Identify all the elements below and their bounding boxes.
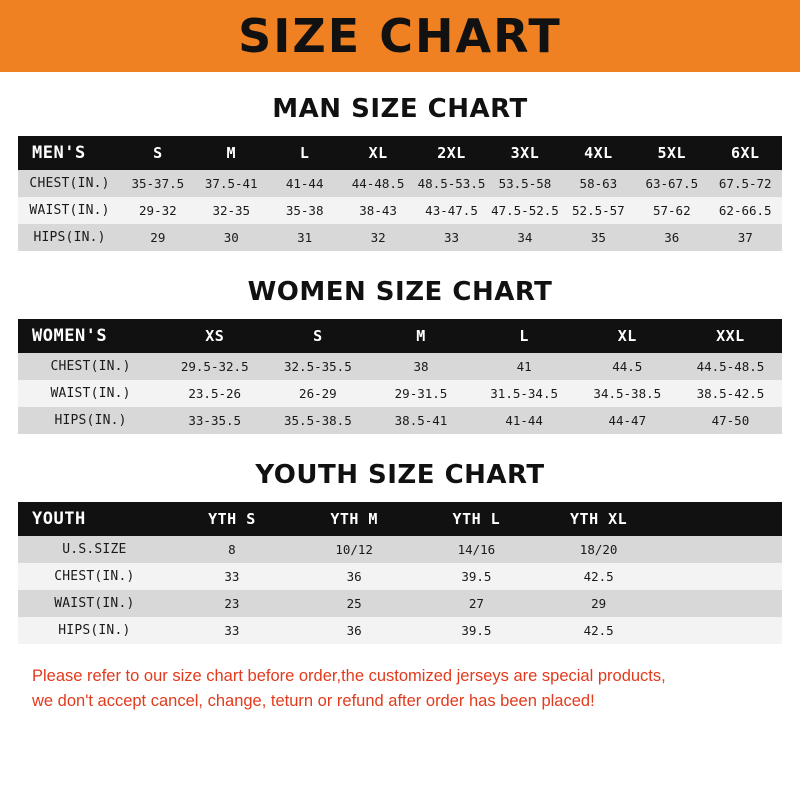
cell: 38.5-41 — [369, 407, 472, 434]
row-label-chest: CHEST(IN.) — [18, 353, 163, 380]
row-label-us-size: U.S.SIZE — [18, 536, 171, 563]
cell: 38.5-42.5 — [679, 380, 782, 407]
cell: 29 — [121, 224, 194, 251]
cell: 29-32 — [121, 197, 194, 224]
table-row — [18, 563, 782, 590]
header-cell-m: M — [369, 319, 472, 353]
header-cell-2xl: 2XL — [415, 136, 488, 170]
cell — [660, 617, 721, 644]
table-row — [18, 590, 782, 617]
header-cell-yth-xl: YTH XL — [538, 502, 660, 536]
footnote-line-2: we don't accept cancel, change, teturn or refund after order has been placed! — [32, 692, 595, 710]
cell: 43-47.5 — [415, 197, 488, 224]
row-label-waist: WAIST(IN.) — [18, 380, 163, 407]
cell: 31.5-34.5 — [473, 380, 576, 407]
row-label-hips: HIPS(IN.) — [18, 224, 121, 251]
youth-size-table — [18, 502, 782, 644]
cell: 29 — [538, 590, 660, 617]
cell: 62-66.5 — [709, 197, 783, 224]
cell: 35-37.5 — [121, 170, 194, 197]
cell: 41 — [473, 353, 576, 380]
cell: 57-62 — [635, 197, 708, 224]
cell: 33 — [171, 563, 293, 590]
cell: 33 — [415, 224, 488, 251]
cell: 41-44 — [268, 170, 341, 197]
cell: 18/20 — [538, 536, 660, 563]
table-header-row — [18, 319, 782, 353]
header-cell-empty-1 — [660, 502, 721, 536]
header-cell-xl: XL — [341, 136, 414, 170]
cell: 63-67.5 — [635, 170, 708, 197]
table-header-row — [18, 502, 782, 536]
cell: 37.5-41 — [195, 170, 268, 197]
table-row — [18, 536, 782, 563]
cell: 33-35.5 — [163, 407, 266, 434]
page-title: SIZE CHART — [238, 9, 562, 63]
row-label-chest: CHEST(IN.) — [18, 563, 171, 590]
cell — [721, 536, 782, 563]
cell: 23 — [171, 590, 293, 617]
table-row — [18, 380, 782, 407]
header-cell-s: S — [121, 136, 194, 170]
cell: 53.5-58 — [488, 170, 561, 197]
cell: 39.5 — [415, 617, 537, 644]
cell: 36 — [635, 224, 708, 251]
row-label-waist: WAIST(IN.) — [18, 590, 171, 617]
header-cell-m: M — [195, 136, 268, 170]
cell: 47-50 — [679, 407, 782, 434]
table-row — [18, 617, 782, 644]
cell: 25 — [293, 590, 415, 617]
cell: 58-63 — [562, 170, 635, 197]
table-row — [18, 197, 782, 224]
cell: 23.5-26 — [163, 380, 266, 407]
cell: 34 — [488, 224, 561, 251]
cell: 52.5-57 — [562, 197, 635, 224]
footnote — [32, 664, 768, 714]
cell: 32 — [341, 224, 414, 251]
header-cell-yth-m: YTH M — [293, 502, 415, 536]
cell: 35-38 — [268, 197, 341, 224]
cell: 47.5-52.5 — [488, 197, 561, 224]
cell: 14/16 — [415, 536, 537, 563]
cell: 35 — [562, 224, 635, 251]
cell — [660, 563, 721, 590]
row-label-hips: HIPS(IN.) — [18, 617, 171, 644]
header-cell-5xl: 5XL — [635, 136, 708, 170]
cell: 44-47 — [576, 407, 679, 434]
header-cell-s: S — [266, 319, 369, 353]
cell: 38 — [369, 353, 472, 380]
header-cell-label: MEN'S — [18, 136, 121, 170]
cell: 48.5-53.5 — [415, 170, 488, 197]
header-cell-4xl: 4XL — [562, 136, 635, 170]
table-row — [18, 353, 782, 380]
cell: 32-35 — [195, 197, 268, 224]
cell: 34.5-38.5 — [576, 380, 679, 407]
header-cell-label: YOUTH — [18, 502, 171, 536]
header-cell-l: L — [268, 136, 341, 170]
header-cell-yth-s: YTH S — [171, 502, 293, 536]
table-row — [18, 224, 782, 251]
header-cell-label: WOMEN'S — [18, 319, 163, 353]
cell: 31 — [268, 224, 341, 251]
cell: 44.5-48.5 — [679, 353, 782, 380]
header-cell-6xl: 6XL — [709, 136, 783, 170]
cell: 67.5-72 — [709, 170, 783, 197]
cell: 39.5 — [415, 563, 537, 590]
cell: 27 — [415, 590, 537, 617]
header-cell-xxl: XXL — [679, 319, 782, 353]
header-cell-3xl: 3XL — [488, 136, 561, 170]
table-row — [18, 170, 782, 197]
cell: 29.5-32.5 — [163, 353, 266, 380]
cell: 42.5 — [538, 617, 660, 644]
cell — [660, 590, 721, 617]
cell: 38-43 — [341, 197, 414, 224]
cell: 26-29 — [266, 380, 369, 407]
cell: 35.5-38.5 — [266, 407, 369, 434]
cell — [660, 536, 721, 563]
header-cell-xs: XS — [163, 319, 266, 353]
footnote-line-1: Please refer to our size chart before order,the customized jerseys are special products, — [32, 667, 666, 685]
cell: 42.5 — [538, 563, 660, 590]
cell: 44-48.5 — [341, 170, 414, 197]
cell: 32.5-35.5 — [266, 353, 369, 380]
section-title-man: MAN SIZE CHART — [272, 94, 528, 124]
row-label-chest: CHEST(IN.) — [18, 170, 121, 197]
cell: 41-44 — [473, 407, 576, 434]
cell: 44.5 — [576, 353, 679, 380]
content-area — [0, 94, 800, 714]
section-title-youth: YOUTH SIZE CHART — [255, 460, 545, 490]
cell: 10/12 — [293, 536, 415, 563]
header-cell-l: L — [473, 319, 576, 353]
women-size-table — [18, 319, 782, 434]
header-cell-yth-l: YTH L — [415, 502, 537, 536]
table-header-row — [18, 136, 782, 170]
men-size-table — [18, 136, 782, 251]
section-title-women: WOMEN SIZE CHART — [247, 277, 553, 307]
row-label-hips: HIPS(IN.) — [18, 407, 163, 434]
cell — [721, 563, 782, 590]
cell: 8 — [171, 536, 293, 563]
header-cell-empty-2 — [721, 502, 782, 536]
cell: 33 — [171, 617, 293, 644]
cell — [721, 590, 782, 617]
cell: 36 — [293, 563, 415, 590]
table-row — [18, 407, 782, 434]
cell — [721, 617, 782, 644]
row-label-waist: WAIST(IN.) — [18, 197, 121, 224]
cell: 30 — [195, 224, 268, 251]
page-banner — [0, 0, 800, 72]
cell: 29-31.5 — [369, 380, 472, 407]
cell: 37 — [709, 224, 783, 251]
header-cell-xl: XL — [576, 319, 679, 353]
cell: 36 — [293, 617, 415, 644]
